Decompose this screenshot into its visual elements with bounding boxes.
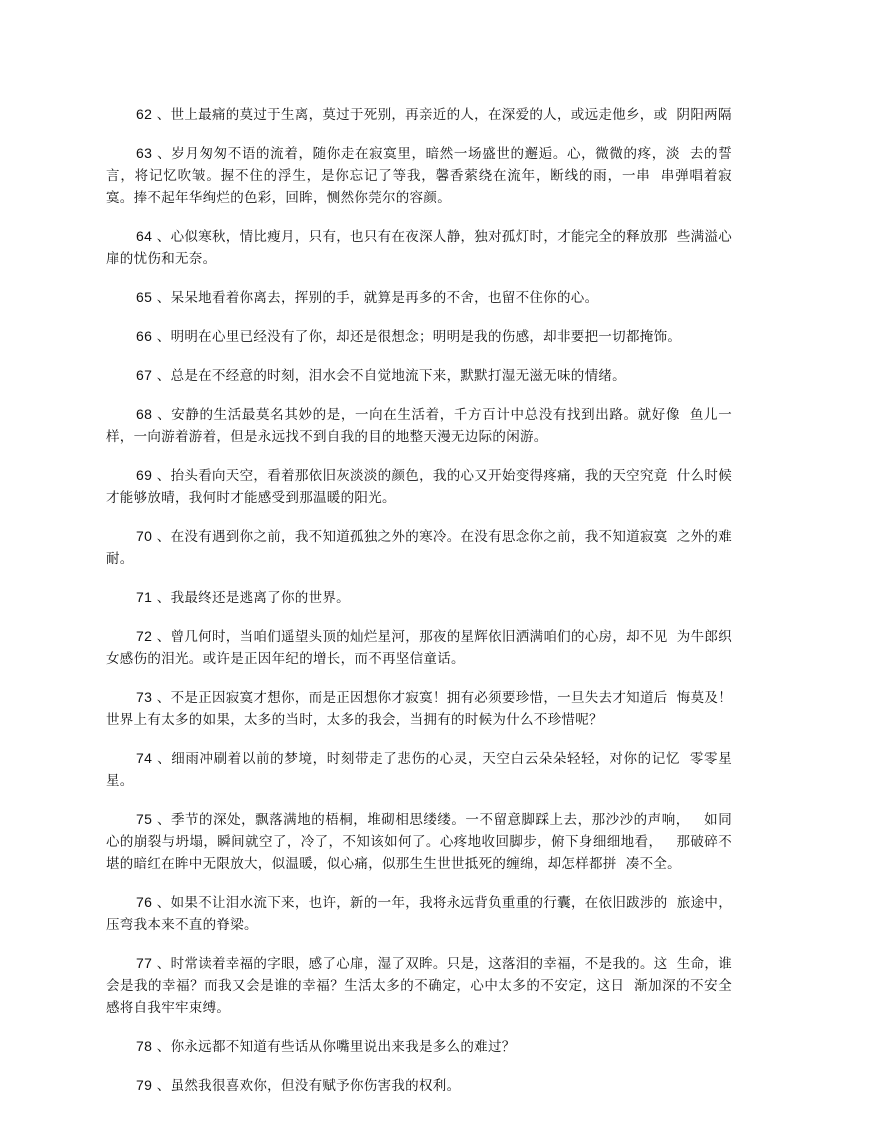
- paragraph-text: 、抬头看向天空，看着那依旧灰淡淡的颜色，我的心又开始变得疼痛，我的天空究竟 什么时候才能够放晴，我何时才能感受到那温暖的阳光。: [106, 468, 732, 506]
- paragraph-75: [106, 808, 732, 875]
- paragraph-number: 66: [136, 328, 153, 344]
- paragraph-text: 、岁月匆匆不语的流着，随你走在寂寞里，暗然一场盛世的邂逅。心，微微的疼，淡 去的誓言，将记忆吹皱。握不住的浮生，是你忘记了等我，馨香萦绕在流年，断线的雨，一串 串弹唱着寂寞。捧不起年华绚烂的色彩，回眸，恻然你莞尔的容颜。: [106, 146, 732, 206]
- document-body: [106, 103, 732, 1113]
- paragraph-70: [106, 525, 732, 570]
- paragraph-number: 76: [136, 894, 153, 910]
- paragraph-67: [106, 364, 732, 387]
- paragraph-number: 71: [136, 589, 153, 605]
- paragraph-text: 、不是正因寂寞才想你，而是正因想你才寂寞！拥有必须要珍惜，一旦失去才知道后 悔莫及！世界上有太多的如果，太多的当时，太多的我会，当拥有的时候为什么不珍惜呢？: [106, 690, 732, 728]
- paragraph-number: 68: [136, 406, 153, 422]
- paragraph-number: 75: [136, 811, 153, 827]
- paragraph-text: 、心似寒秋，情比瘦月，只有，也只有在夜深人静，独对孤灯时，才能完全的释放那 些满溢心扉的忧伤和无奈。: [106, 229, 732, 267]
- paragraph-number: 70: [136, 528, 153, 544]
- paragraph-68: [106, 403, 732, 448]
- paragraph-69: [106, 464, 732, 509]
- paragraph-text: 、如果不让泪水流下来，也许，新的一年，我将永远背负重重的行囊，在依旧跋涉的 旅途中，压弯我本来不直的脊梁。: [106, 895, 732, 933]
- paragraph-number: 73: [136, 689, 153, 705]
- paragraph-text: 、时常读着幸福的字眼，感了心扉，湿了双眸。只是，这落泪的幸福，不是我的。这 生命，谁会是我的幸福？而我又会是谁的幸福？生活太多的不确定，心中太多的不安定，这日 渐加深的不安全感将自我牢牢束缚。: [106, 956, 732, 1016]
- paragraph-text: 、我最终还是逃离了你的世界。: [152, 590, 350, 606]
- paragraph-text: 、世上最痛的莫过于生离，莫过于死别，再亲近的人，在深爱的人，或远走他乡，或 阴阳两隔: [152, 107, 732, 123]
- paragraph-64: [106, 225, 732, 270]
- paragraph-62: [106, 103, 732, 126]
- paragraph-number: 72: [136, 628, 153, 644]
- paragraph-text: 、虽然我很喜欢你，但没有赋予你伤害我的权利。: [152, 1078, 461, 1094]
- paragraph-number: 63: [136, 145, 153, 161]
- paragraph-number: 78: [136, 1038, 153, 1054]
- paragraph-71: [106, 586, 732, 609]
- paragraph-79: [106, 1074, 732, 1097]
- paragraph-number: 64: [136, 228, 153, 244]
- paragraph-text: 、季节的深处，飘落满地的梧桐，堆砌相思缕缕。一不留意脚踩上去，那沙沙的声响， 如同心的崩裂与坍塌，瞬间就空了，冷了，不知该如何了。心疼地收回脚步，俯下身细细地看， 那破碎不堪的暗红在眸中无限放大，似温暖，似心痛，似那生生世世抵死的缠绵，却怎样都拼 凑不全。: [106, 812, 732, 872]
- paragraph-78: [106, 1035, 732, 1058]
- paragraph-text: 、在没有遇到你之前，我不知道孤独之外的寒冷。在没有思念你之前，我不知道寂寞 之外的难耐。: [106, 529, 732, 567]
- paragraph-number: 77: [136, 955, 153, 971]
- paragraph-77: [106, 952, 732, 1019]
- paragraph-text: 、总是在不经意的时刻，泪水会不自觉地流下来，默默打湿无滋无味的情绪。: [152, 368, 626, 384]
- paragraph-number: 65: [136, 289, 153, 305]
- paragraph-number: 74: [136, 750, 153, 766]
- paragraph-text: 、你永远都不知道有些话从你嘴里说出来我是多么的难过？: [152, 1039, 516, 1055]
- paragraph-number: 69: [136, 467, 153, 483]
- paragraph-63: [106, 142, 732, 209]
- paragraph-72: [106, 625, 732, 670]
- paragraph-text: 、安静的生活最莫名其妙的是，一向在生活着，千方百计中总没有找到出路。就好像 鱼儿一样，一向游着游着，但是永远找不到自我的目的地整天漫无边际的闲游。: [106, 407, 732, 445]
- paragraph-74: [106, 747, 732, 792]
- paragraph-text: 、曾几何时，当咱们遥望头顶的灿烂星河，那夜的星辉依旧洒满咱们的心房，却不见 为牛郎织女感伤的泪光。或许是正因年纪的增长，而不再坚信童话。: [106, 629, 732, 667]
- paragraph-text: 、细雨冲刷着以前的梦境，时刻带走了悲伤的心灵，天空白云朵朵轻轻，对你的记忆 零零星星。: [106, 751, 732, 789]
- paragraph-text: 、明明在心里已经没有了你，却还是很想念；明明是我的伤感，却非要把一切都掩饰。: [152, 329, 682, 345]
- paragraph-number: 62: [136, 106, 153, 122]
- paragraph-66: [106, 325, 732, 348]
- paragraph-73: [106, 686, 732, 731]
- paragraph-76: [106, 891, 732, 936]
- paragraph-number: 79: [136, 1077, 153, 1093]
- paragraph-number: 67: [136, 367, 153, 383]
- paragraph-text: 、呆呆地看着你离去，挥别的手，就算是再多的不舍，也留不住你的心。: [152, 290, 599, 306]
- paragraph-65: [106, 286, 732, 309]
